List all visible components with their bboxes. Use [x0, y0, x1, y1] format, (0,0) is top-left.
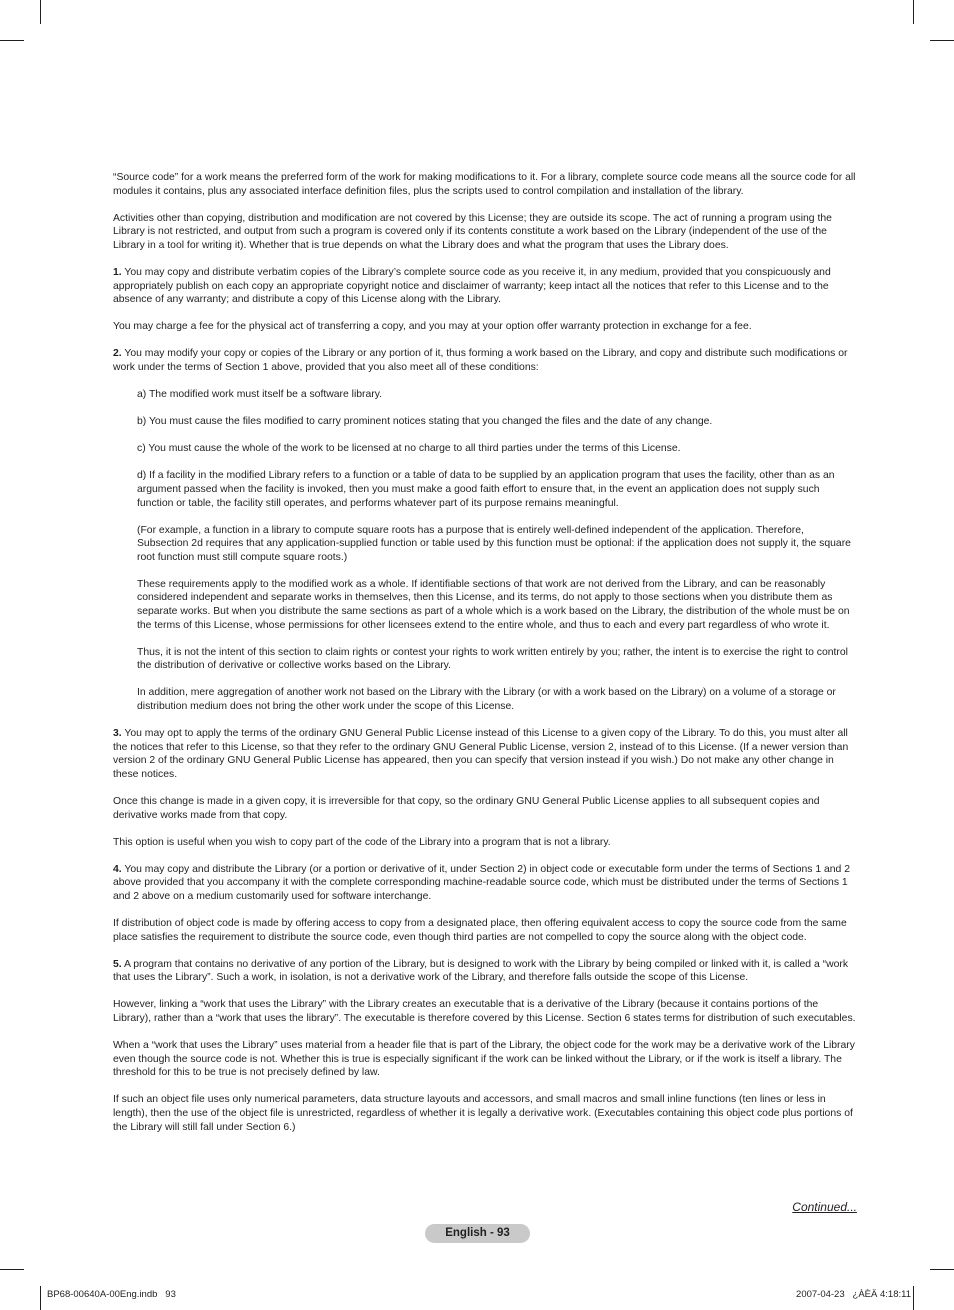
- paragraph: [113, 727, 856, 781]
- paragraph-text: Once this change is made in a given copy, it is irreversible for that copy, so the ordinary GNU General Public License applies to all subsequent copies and derivative works made from that copy.: [113, 796, 820, 821]
- paragraph: [113, 266, 856, 307]
- continued-label: Continued...: [792, 1200, 857, 1214]
- crop-mark: [0, 40, 24, 41]
- section-number: 4.: [113, 863, 122, 875]
- paragraph-text: A program that contains no derivative of any portion of the Library, but is designed to work with the Library by being compiled or linked with it, is called a “work that uses the Library”. Such a work, in isolation, is not a derivative work of the Library, and therefore falls outside the scope of this License.: [113, 958, 849, 984]
- paragraph-text: You may opt to apply the terms of the ordinary GNU General Public License instead of this License to a given copy of the Library. To do this, you must alter all the notices that refer to this License, so that they refer to the ordinary GNU General Public License, version 2, instead of to this License. (If a newer version than version 2 of the ordinary GNU General Public License has appeared, then you can specify that version instead if you wish.) Do not make any other change in these notices.: [113, 728, 849, 780]
- paragraph-text: You may charge a fee for the physical act of transferring a copy, and you may at your option offer warranty protection in exchange for a fee.: [113, 321, 752, 333]
- condition-paragraph: (For example, a function in a library to compute square roots has a purpose that is entirely well-defined independent of the application. Therefore, Subsection 2d requires that any application-supplied function or table used by this function must be optional: if the application does not supply it, the square root function must still compute square roots.): [137, 524, 851, 563]
- paragraph: [113, 1039, 856, 1080]
- paragraph-text: Activities other than copying, distribution and modification are not covered by this License; they are outside its scope. The act of running a program using the Library is not restricted, and output from such a program is covered only if its contents constitute a work based on the Library (independent of the use of the Library in a tool for writing it). Whether that is true depends on what the Library does and what the program that uses the Library does.: [113, 212, 832, 251]
- paragraph-text: If such an object file uses only numerical parameters, data structure layouts and accessors, and small macros and small inline functions (ten lines or less in length), then the use of the object file is unrestricted, regardless of whether it is legally a derivative work. (Executables containing this object code plus portions of the Library will still fall under Section 6.): [113, 1094, 853, 1133]
- paragraph-text: You may copy and distribute the Library (or a portion or derivative of it, under Section 2) in object code or executable form under the terms of Sections 1 and 2 above provided that you accompany it with the complete corresponding machine-readable source code, which must be distributed under the terms of Sections 1 and 2 above on a medium customarily used for software interchange.: [113, 863, 850, 902]
- crop-mark: [40, 1286, 41, 1310]
- paragraph: [113, 212, 856, 253]
- paragraph-text: You may copy and distribute verbatim copies of the Library’s complete source code as you receive it, in any medium, provided that you conspicuously and appropriately publish on each copy an appropriate copyright notice and disclaimer of warranty; keep intact all the notices that refer to this License and to the absence of any warranty; and distribute a copy of this License along with the Library.: [113, 266, 831, 306]
- condition-paragraph: d) If a facility in the modified Library refers to a function or a table of data to be supplied by an application program that uses the facility, other than as an argument passed when the facility is invoked, then you must make a good faith effort to ensure that, in the event an application does not supply such function or table, the facility still operates, and performs whatever part of its purpose remains meaningful.: [137, 470, 835, 509]
- paragraph-text: When a “work that uses the Library” uses material from a header file that is part of the Library, the object code for the work may be a derivative work of the Library even though the source code is not. Whether this is true is especially significant if the work can be linked without the Library, or if the work is itself a library. The threshold for this to be true is not precisely defined by law.: [113, 1040, 855, 1079]
- condition-paragraph: These requirements apply to the modified work as a whole. If identifiable sections of that work are not derived from the Library, and can be reasonably considered independent and separate works in themselves, then this License, and its terms, do not apply to those sections when you distribute them as separate works. But when you distribute the same sections as part of a whole which is a work based on the Library, the distribution of the whole must be on the terms of this License, whose permissions for other licensees extend to the entire whole, and thus to each and every part regardless of who wrote it.: [137, 578, 850, 631]
- paragraph: [113, 917, 856, 944]
- crop-mark: [930, 40, 954, 41]
- paragraph: [113, 1093, 856, 1134]
- condition-paragraph: Thus, it is not the intent of this section to claim rights or contest your rights to work written entirely by you; rather, the intent is to exercise the right to control the distribution of derivative or collective works based on the Library.: [137, 646, 848, 672]
- crop-mark: [930, 1269, 954, 1270]
- paragraph: [113, 795, 856, 822]
- condition-paragraph: In addition, mere aggregation of another work not based on the Library with the Library (or with a work based on the Library) on a volume of a storage or distribution medium does not bring the other work under the scope of this License.: [137, 687, 836, 713]
- section-number: 1.: [113, 266, 122, 278]
- footer-timestamp: 2007-04-23 ¿ÀÈÄ 4:18:11: [796, 1289, 911, 1300]
- paragraph-text: However, linking a “work that uses the Library” with the Library creates an executable that is a derivative of the Library (because it contains portions of the Library), rather than a “work that uses the library”. The executable is therefore covered by this License. Section 6 states terms for distribution of such executables.: [113, 999, 856, 1025]
- condition-paragraph: b) You must cause the files modified to carry prominent notices stating that you changed the files and the date of any change.: [137, 416, 713, 428]
- crop-mark: [0, 1269, 24, 1270]
- paragraph: [113, 347, 856, 374]
- section-number: 2.: [113, 348, 122, 360]
- paragraph: [113, 171, 856, 198]
- paragraph: [113, 958, 856, 985]
- crop-mark: [913, 1286, 914, 1310]
- condition-paragraph: a) The modified work must itself be a software library.: [137, 389, 383, 401]
- paragraph: [113, 836, 856, 850]
- paragraph: [113, 998, 856, 1025]
- paragraph-text: You may modify your copy or copies of the Library or any portion of it, thus forming a work based on the Library, and copy and distribute such modifications or work under the terms of Section 1 above, provided that you also meet all of these conditions:: [113, 348, 848, 373]
- page-number-badge: English - 93: [425, 1224, 530, 1243]
- condition-paragraph: c) You must cause the whole of the work to be licensed at no charge to all third parties under the terms of this License.: [137, 443, 681, 455]
- crop-mark: [913, 0, 914, 24]
- license-text: [113, 171, 856, 1148]
- paragraph: [113, 863, 856, 904]
- paragraph: [113, 320, 856, 334]
- crop-mark: [40, 0, 41, 24]
- section-number: 5.: [113, 958, 122, 970]
- paragraph-text: “Source code” for a work means the preferred form of the work for making modifications to it. For a library, complete source code means all the source code for all modules it contains, plus any associated interface definition files, plus the scripts used to control compilation and installation of the library.: [113, 172, 856, 197]
- paragraph-text: This option is useful when you wish to copy part of the code of the Library into a program that is not a library.: [113, 836, 611, 848]
- section-number: 3.: [113, 728, 122, 740]
- paragraph-text: If distribution of object code is made by offering access to copy from a designated place, then offering equivalent access to copy the source code from the same place satisfies the requirement to distribute the source code, even though third parties are not compelled to copy the source along with the object code.: [113, 918, 847, 943]
- footer-file-info: BP68-00640A-00Eng.indb 93: [47, 1289, 176, 1300]
